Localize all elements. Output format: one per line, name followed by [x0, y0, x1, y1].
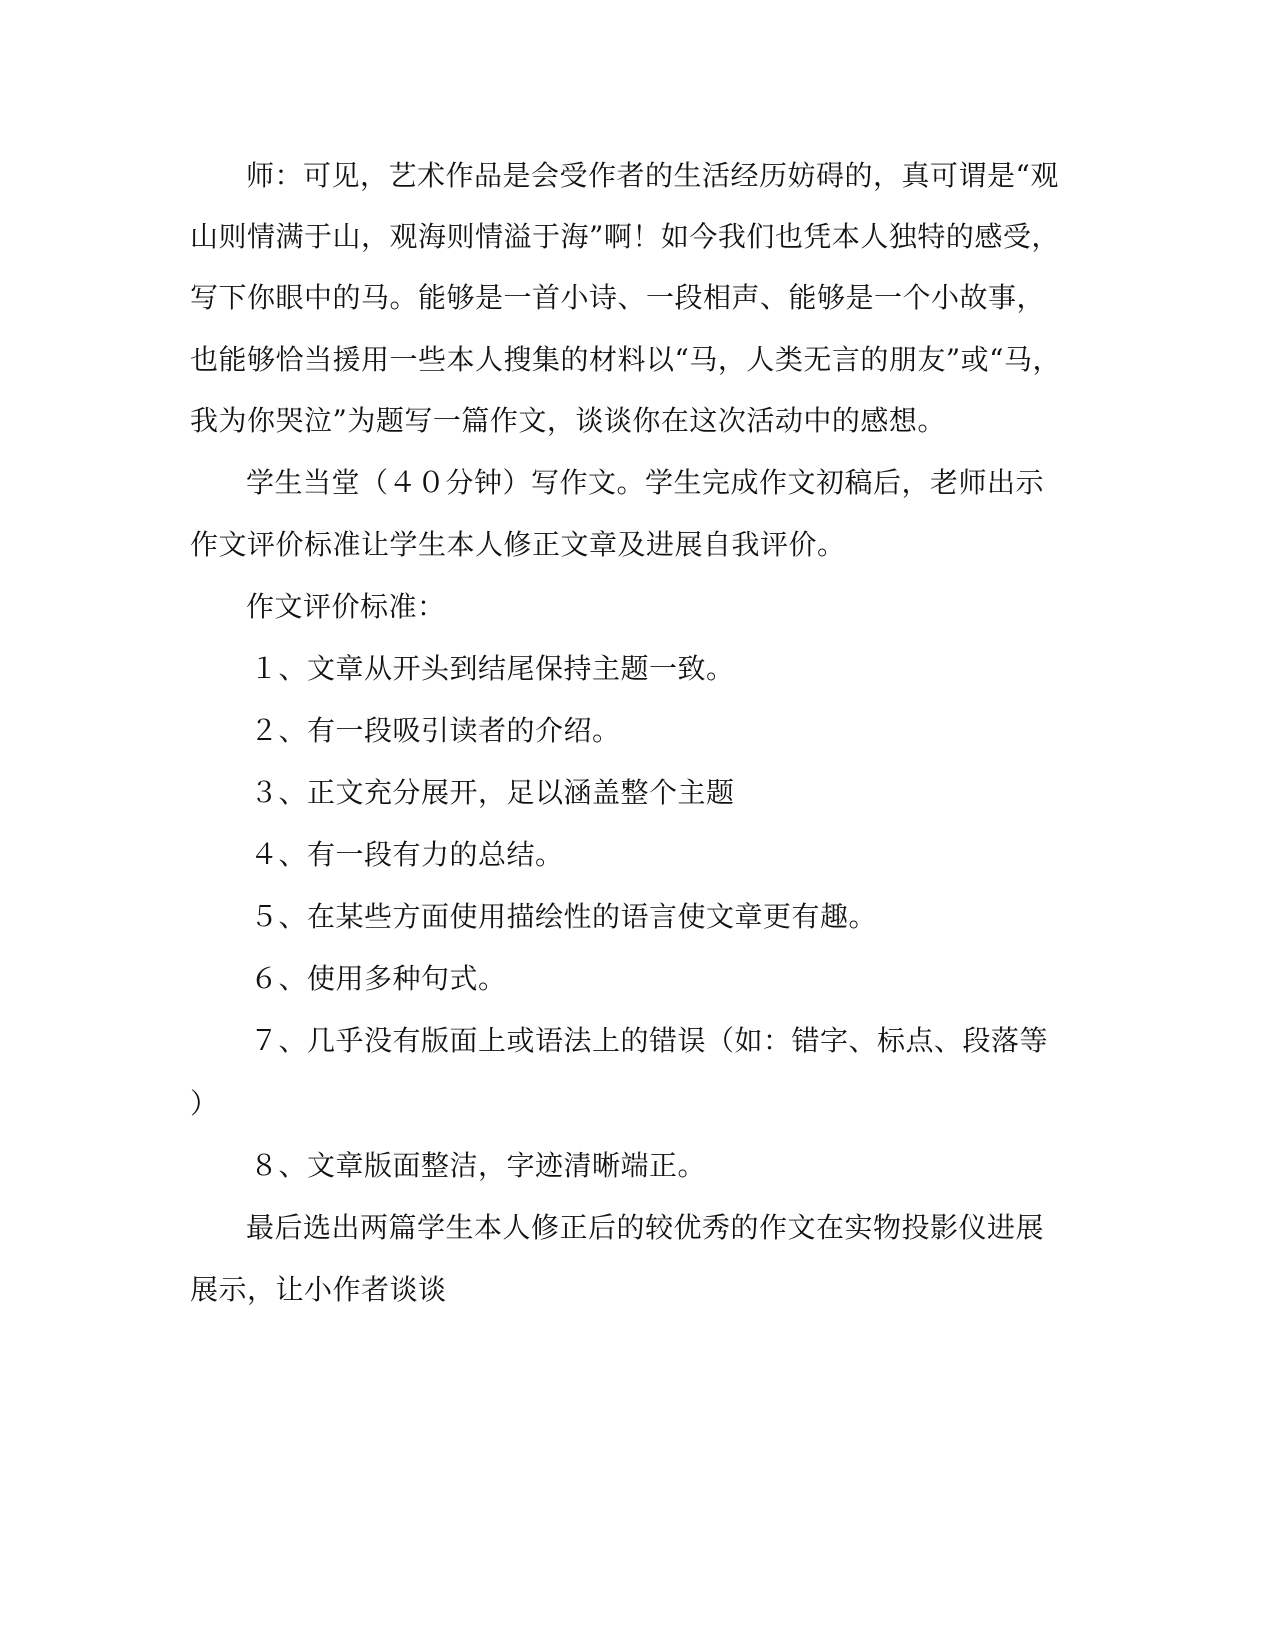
criteria-item-3: ３、正文充分展开，足以涵盖整个主题: [250, 776, 735, 809]
criteria-item-7-continuation: ）: [190, 1087, 219, 1120]
criteria-item-7: ７、几乎没有版面上或语法上的错误（如：错字、标点、段落等: [250, 1024, 1049, 1057]
criteria-heading: 作文评价标准：: [246, 590, 446, 623]
paragraph-1-line-4: 也能够恰当援用一些本人搜集的材料以“马，人类无言的朋友”或“马，: [190, 343, 1061, 376]
criteria-item-8: ８、文章版面整洁，字迹清晰端正。: [250, 1149, 707, 1182]
criteria-item-5: ５、在某些方面使用描绘性的语言使文章更有趣。: [250, 900, 878, 933]
paragraph-1-line-5: 我为你哭泣”为题写一篇作文，谈谈你在这次活动中的感想。: [190, 404, 946, 437]
paragraph-1-line-2: 山则情满于山，观海则情溢于海”啊！如今我们也凭本人独特的感受，: [190, 220, 1060, 253]
paragraph-2-line-1: 学生当堂（４０分钟）写作文。学生完成作文初稿后，老师出示: [246, 466, 1045, 499]
criteria-item-6: ６、使用多种句式。: [250, 962, 507, 995]
criteria-item-1: １、文章从开头到结尾保持主题一致。: [250, 652, 735, 685]
criteria-item-2: ２、有一段吸引读者的介绍。: [250, 714, 621, 747]
criteria-item-4: ４、有一段有力的总结。: [250, 838, 564, 871]
paragraph-1-line-3: 写下你眼中的马。能够是一首小诗、一段相声、能够是一个小故事，: [190, 281, 1046, 314]
paragraph-3-line-1: 最后选出两篇学生本人修正后的较优秀的作文在实物投影仪进展: [246, 1211, 1045, 1244]
paragraph-2-line-2: 作文评价标准让学生本人修正文章及进展自我评价。: [190, 528, 846, 561]
paragraph-3-line-2: 展示，让小作者谈谈: [190, 1273, 447, 1306]
paragraph-1-line-1: 师：可见，艺术作品是会受作者的生活经历妨碍的，真可谓是“观: [246, 159, 1059, 192]
